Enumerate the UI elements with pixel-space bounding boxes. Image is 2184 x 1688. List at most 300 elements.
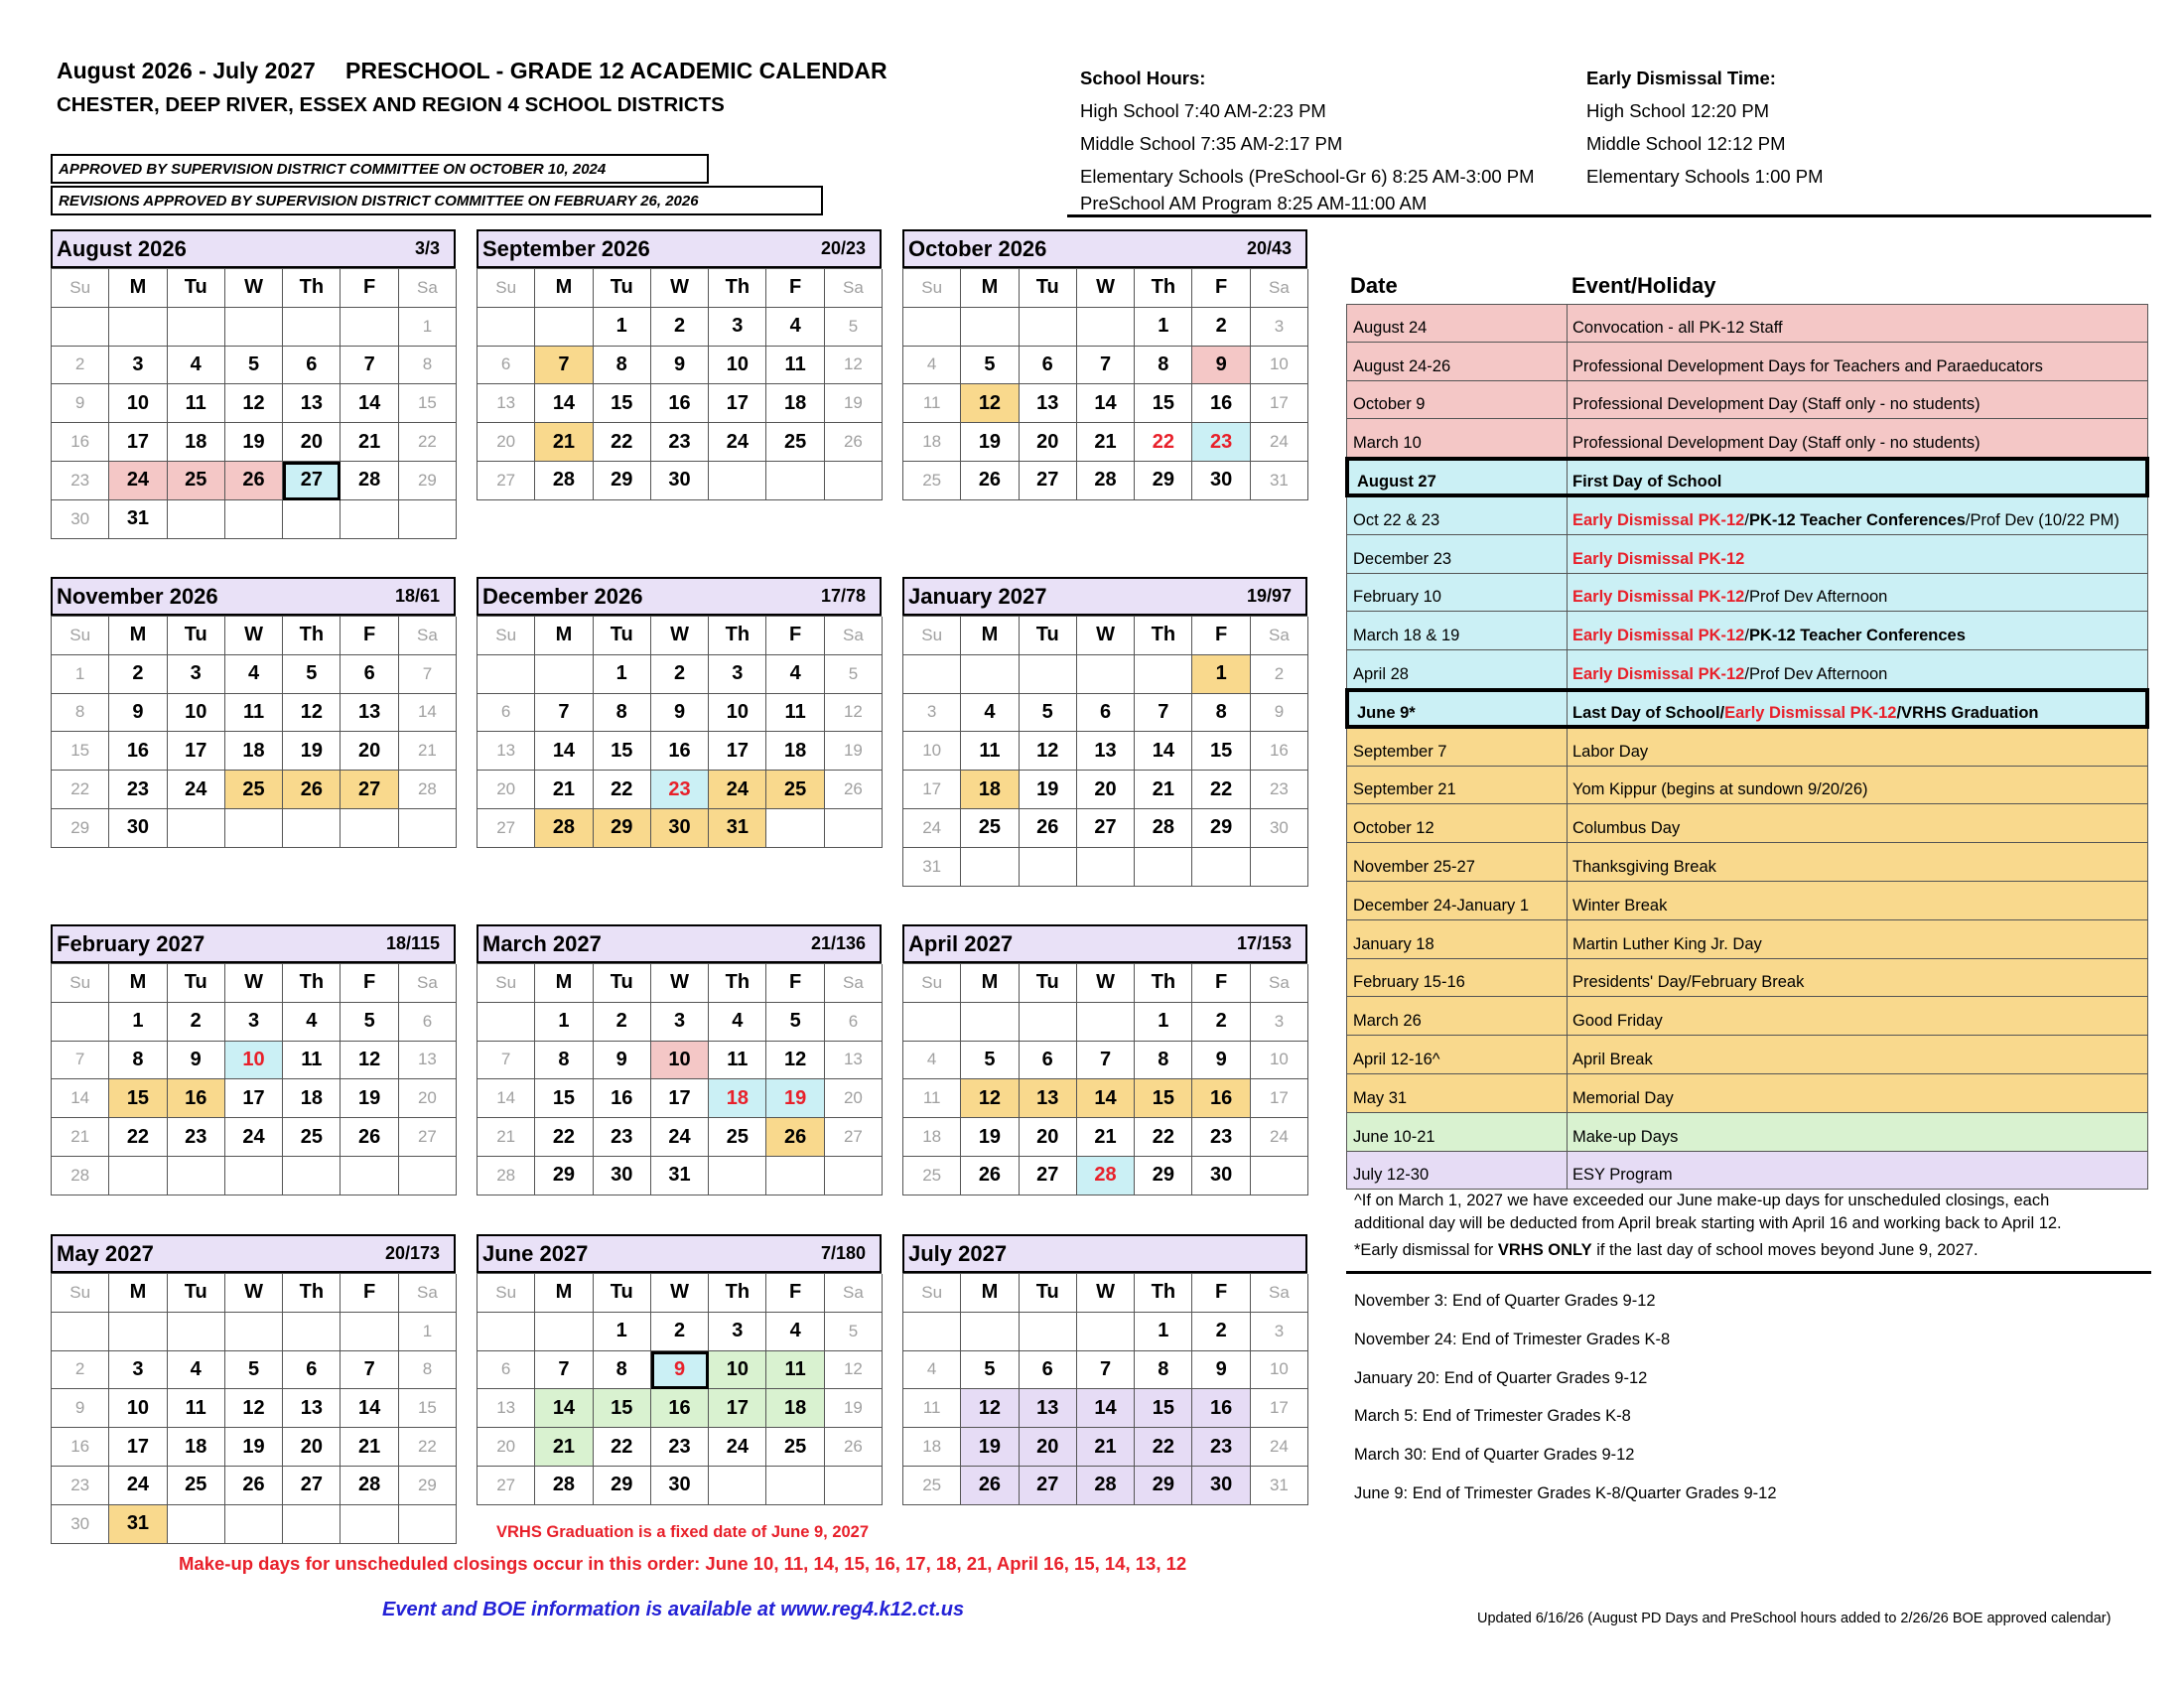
day-cell: 16 bbox=[109, 732, 167, 771]
event-description bbox=[1568, 767, 2147, 804]
day-cell: 28 bbox=[399, 771, 457, 809]
event-text: Good Friday bbox=[1572, 1012, 1663, 1031]
day-cell: 8 bbox=[535, 1042, 593, 1080]
school-day-count: 20/173 bbox=[384, 1243, 440, 1263]
empty-cell bbox=[961, 1313, 1019, 1351]
day-cell: 30 bbox=[1192, 1467, 1250, 1505]
day-cell: 18 bbox=[961, 771, 1019, 809]
month-header bbox=[902, 229, 1307, 268]
day-cell: 2 bbox=[52, 1351, 109, 1390]
day-cell: 20 bbox=[283, 1428, 341, 1467]
day-cell: 17 bbox=[709, 1389, 766, 1428]
month-calendar bbox=[902, 1234, 1307, 1505]
day-cell: 10 bbox=[709, 694, 766, 733]
event-date: July 12-30 bbox=[1347, 1152, 1568, 1190]
day-cell: 10 bbox=[1251, 1042, 1308, 1080]
star-note-post: if the last day of school moves beyond June 9, 2027. bbox=[1591, 1241, 1979, 1259]
weekday-header: Su bbox=[903, 617, 961, 655]
day-cell: 23 bbox=[109, 771, 167, 809]
day-cell: 12 bbox=[825, 1351, 883, 1390]
day-cell: 3 bbox=[709, 1313, 766, 1351]
event-date: October 12 bbox=[1347, 804, 1568, 842]
caret-note-line: additional day will be deducted from April break starting with April 16 and working back to April 12. bbox=[1354, 1214, 2062, 1232]
weekday-header: Th bbox=[1135, 964, 1192, 1003]
day-cell: 9 bbox=[168, 1042, 225, 1080]
event-column-header: Event/Holiday bbox=[1571, 273, 1716, 298]
day-cell: 6 bbox=[478, 694, 535, 733]
day-cell: 18 bbox=[709, 1079, 766, 1118]
event-description bbox=[1568, 1074, 2147, 1112]
day-cell: 12 bbox=[341, 1042, 398, 1080]
day-cell: 20 bbox=[478, 1428, 535, 1467]
day-cell: 19 bbox=[961, 423, 1019, 462]
makeup-order-note: Make-up days for unscheduled closings occur in this order: June 10, 11, 14, 15, 16, 17, 18, 21, April 16, 15, 14, 13, 12 bbox=[179, 1553, 1187, 1574]
day-cell: 29 bbox=[1135, 462, 1192, 500]
day-cell: 1 bbox=[399, 308, 457, 347]
event-description bbox=[1568, 843, 2147, 881]
weekday-header: Th bbox=[1135, 269, 1192, 308]
empty-cell bbox=[903, 1003, 961, 1042]
month-name: July 2027 bbox=[908, 1240, 1008, 1266]
day-cell: 19 bbox=[341, 1079, 398, 1118]
day-cell: 31 bbox=[109, 500, 167, 539]
month-grid bbox=[902, 1273, 1307, 1505]
day-cell: 29 bbox=[535, 1157, 593, 1196]
day-cell: 7 bbox=[1135, 694, 1192, 733]
day-cell: 9 bbox=[651, 694, 709, 733]
weekday-header: Su bbox=[903, 1274, 961, 1313]
day-cell: 10 bbox=[168, 694, 225, 733]
event-text: Early Dismissal PK-12 bbox=[1572, 510, 1745, 529]
event-row bbox=[1346, 767, 2148, 805]
day-cell: 17 bbox=[709, 384, 766, 423]
empty-cell bbox=[225, 1157, 283, 1196]
day-cell: 19 bbox=[225, 1428, 283, 1467]
day-cell: 11 bbox=[903, 1389, 961, 1428]
day-cell: 26 bbox=[341, 1118, 398, 1157]
day-cell: 5 bbox=[825, 308, 883, 347]
day-cell: 22 bbox=[594, 771, 651, 809]
day-cell: 19 bbox=[825, 1389, 883, 1428]
empty-cell bbox=[766, 1157, 824, 1196]
day-cell: 15 bbox=[1192, 732, 1250, 771]
event-description bbox=[1568, 1036, 2147, 1073]
notes-divider bbox=[1346, 1271, 2151, 1274]
day-cell: 14 bbox=[478, 1079, 535, 1118]
empty-cell bbox=[1077, 655, 1135, 694]
school-hours bbox=[1080, 62, 1535, 219]
day-cell: 17 bbox=[225, 1079, 283, 1118]
day-cell: 29 bbox=[399, 1467, 457, 1505]
day-cell: 24 bbox=[903, 809, 961, 848]
event-text: Professional Development Days for Teachers and Paraeducators bbox=[1572, 356, 2043, 375]
day-cell: 16 bbox=[1192, 1389, 1250, 1428]
day-cell: 7 bbox=[341, 1351, 398, 1390]
weekday-header: Sa bbox=[1251, 1274, 1308, 1313]
event-text: ESY Program bbox=[1572, 1166, 1673, 1185]
day-cell: 14 bbox=[1077, 1079, 1135, 1118]
day-cell: 26 bbox=[825, 1428, 883, 1467]
empty-cell bbox=[1077, 1003, 1135, 1042]
empty-cell bbox=[168, 1313, 225, 1351]
weekday-header: Sa bbox=[1251, 617, 1308, 655]
day-cell: 14 bbox=[1077, 384, 1135, 423]
event-row bbox=[1346, 882, 2148, 920]
day-cell: 3 bbox=[1251, 308, 1308, 347]
school-day-count: 18/115 bbox=[385, 933, 440, 953]
day-cell: 1 bbox=[594, 655, 651, 694]
day-cell: 23 bbox=[651, 423, 709, 462]
event-text: PK-12 Teacher Conferences bbox=[1748, 510, 1966, 529]
day-cell: 25 bbox=[961, 809, 1019, 848]
day-cell: 28 bbox=[52, 1157, 109, 1196]
day-cell: 18 bbox=[766, 384, 824, 423]
event-date: December 24-January 1 bbox=[1347, 882, 1568, 919]
day-cell: 26 bbox=[961, 1157, 1019, 1196]
day-cell: 22 bbox=[1192, 771, 1250, 809]
day-cell: 2 bbox=[651, 1313, 709, 1351]
day-cell: 13 bbox=[399, 1042, 457, 1080]
weekday-header: Tu bbox=[1020, 1274, 1077, 1313]
day-cell: 18 bbox=[903, 423, 961, 462]
weekday-header: Tu bbox=[168, 1274, 225, 1313]
day-cell: 1 bbox=[594, 308, 651, 347]
weekday-header: Tu bbox=[168, 617, 225, 655]
school-day-count: 19/97 bbox=[1246, 586, 1292, 606]
empty-cell bbox=[109, 1313, 167, 1351]
event-text: Convocation - all PK-12 Staff bbox=[1572, 318, 1783, 337]
day-cell: 16 bbox=[1251, 732, 1308, 771]
weekday-header: M bbox=[535, 964, 593, 1003]
weekday-header: F bbox=[1192, 964, 1250, 1003]
day-cell: 15 bbox=[109, 1079, 167, 1118]
month-grid bbox=[51, 268, 456, 539]
day-cell: 14 bbox=[341, 1389, 398, 1428]
month-name: May 2027 bbox=[57, 1240, 154, 1266]
day-cell: 28 bbox=[535, 462, 593, 500]
event-date: May 31 bbox=[1347, 1074, 1568, 1112]
month-calendar bbox=[477, 924, 882, 1196]
empty-cell bbox=[535, 655, 593, 694]
day-cell: 19 bbox=[1020, 771, 1077, 809]
day-cell: 18 bbox=[168, 1428, 225, 1467]
day-cell: 1 bbox=[399, 1313, 457, 1351]
day-cell: 30 bbox=[1251, 809, 1308, 848]
event-date: August 24 bbox=[1347, 305, 1568, 342]
day-cell: 15 bbox=[594, 732, 651, 771]
day-cell: 27 bbox=[478, 1467, 535, 1505]
weekday-header: Sa bbox=[825, 1274, 883, 1313]
weekday-header: F bbox=[766, 269, 824, 308]
day-cell: 11 bbox=[168, 1389, 225, 1428]
empty-cell bbox=[903, 1313, 961, 1351]
month-name: August 2026 bbox=[57, 235, 187, 261]
school-day-count: 21/136 bbox=[810, 933, 866, 953]
event-description bbox=[1568, 535, 2147, 573]
event-row bbox=[1346, 419, 2148, 458]
day-cell: 19 bbox=[766, 1079, 824, 1118]
day-cell: 24 bbox=[1251, 423, 1308, 462]
empty-cell bbox=[341, 1505, 398, 1544]
event-description bbox=[1568, 804, 2147, 842]
event-row bbox=[1346, 612, 2148, 650]
day-cell: 25 bbox=[168, 1467, 225, 1505]
day-cell: 17 bbox=[1251, 1389, 1308, 1428]
day-cell: 29 bbox=[1135, 1157, 1192, 1196]
event-text: Make-up Days bbox=[1572, 1127, 1679, 1146]
month-grid bbox=[51, 963, 456, 1196]
month-header bbox=[51, 577, 456, 616]
event-row bbox=[1346, 689, 2148, 728]
day-cell: 7 bbox=[1077, 1042, 1135, 1080]
day-cell: 18 bbox=[766, 732, 824, 771]
month-grid bbox=[477, 1273, 882, 1505]
weekday-header: Th bbox=[709, 964, 766, 1003]
weekday-header: M bbox=[109, 964, 167, 1003]
day-cell: 3 bbox=[109, 1351, 167, 1390]
event-date: January 18 bbox=[1347, 920, 1568, 958]
school-day-count: 3/3 bbox=[414, 238, 440, 258]
weekday-header: Sa bbox=[399, 269, 457, 308]
day-cell: 13 bbox=[478, 384, 535, 423]
day-cell: 25 bbox=[766, 423, 824, 462]
weekday-header: W bbox=[651, 269, 709, 308]
month-name: November 2026 bbox=[57, 583, 218, 609]
event-description bbox=[1568, 574, 2147, 612]
day-cell: 11 bbox=[225, 694, 283, 733]
day-cell: 18 bbox=[903, 1428, 961, 1467]
day-cell: 29 bbox=[52, 809, 109, 848]
weekday-header: W bbox=[1077, 964, 1135, 1003]
day-cell: 11 bbox=[903, 1079, 961, 1118]
empty-cell bbox=[961, 655, 1019, 694]
day-cell: 20 bbox=[283, 423, 341, 462]
month-grid bbox=[477, 268, 882, 500]
day-cell: 31 bbox=[109, 1505, 167, 1544]
day-cell: 29 bbox=[594, 462, 651, 500]
day-cell: 3 bbox=[109, 347, 167, 385]
day-cell: 4 bbox=[961, 694, 1019, 733]
day-cell: 23 bbox=[1192, 1428, 1250, 1467]
empty-cell bbox=[766, 462, 824, 500]
empty-cell bbox=[825, 1467, 883, 1505]
day-cell: 21 bbox=[399, 732, 457, 771]
empty-cell bbox=[283, 308, 341, 347]
day-cell: 9 bbox=[1192, 347, 1250, 385]
empty-cell bbox=[709, 1157, 766, 1196]
day-cell: 30 bbox=[651, 1467, 709, 1505]
revision-note: REVISIONS APPROVED BY SUPERVISION DISTRICT COMMITTEE ON FEBRUARY 26, 2026 bbox=[51, 186, 823, 215]
day-cell: 25 bbox=[168, 462, 225, 500]
day-cell: 24 bbox=[1251, 1118, 1308, 1157]
marking-period: November 24: End of Trimester Grades K-8 bbox=[1354, 1330, 1671, 1348]
day-cell: 2 bbox=[1192, 1313, 1250, 1351]
day-cell: 25 bbox=[903, 462, 961, 500]
weekday-header: Su bbox=[478, 269, 535, 308]
day-cell: 25 bbox=[903, 1157, 961, 1196]
weekday-header: M bbox=[535, 269, 593, 308]
day-cell: 20 bbox=[1020, 1118, 1077, 1157]
event-date: February 10 bbox=[1347, 574, 1568, 612]
empty-cell bbox=[535, 308, 593, 347]
empty-cell bbox=[283, 1157, 341, 1196]
event-date: March 18 & 19 bbox=[1347, 612, 1568, 649]
empty-cell bbox=[535, 1313, 593, 1351]
weekday-header: Su bbox=[903, 269, 961, 308]
weekday-header: M bbox=[961, 617, 1019, 655]
marking-period: June 9: End of Trimester Grades K-8/Quarter Grades 9-12 bbox=[1354, 1483, 1777, 1502]
empty-cell bbox=[1020, 848, 1077, 887]
day-cell: 3 bbox=[168, 655, 225, 694]
weekday-header: F bbox=[1192, 269, 1250, 308]
marking-periods bbox=[1354, 1282, 1777, 1513]
day-cell: 15 bbox=[399, 1389, 457, 1428]
empty-cell bbox=[283, 500, 341, 539]
weekday-header: Tu bbox=[594, 617, 651, 655]
event-text: Early Dismissal PK-12 bbox=[1724, 703, 1897, 722]
day-cell: 27 bbox=[478, 809, 535, 848]
day-cell: 1 bbox=[1192, 655, 1250, 694]
day-cell: 22 bbox=[594, 423, 651, 462]
day-cell: 10 bbox=[903, 732, 961, 771]
day-cell: 17 bbox=[109, 423, 167, 462]
caret-note-line: ^If on March 1, 2027 we have exceeded our June make-up days for unscheduled closings, each bbox=[1354, 1192, 2050, 1209]
empty-cell bbox=[341, 308, 398, 347]
event-date: October 9 bbox=[1347, 381, 1568, 419]
day-cell: 12 bbox=[825, 347, 883, 385]
weekday-header: Sa bbox=[825, 964, 883, 1003]
day-cell: 7 bbox=[478, 1042, 535, 1080]
school-hours-line: High School 7:40 AM-2:23 PM bbox=[1080, 100, 1326, 121]
empty-cell bbox=[283, 1505, 341, 1544]
school-day-count: 20/23 bbox=[820, 238, 866, 258]
empty-cell bbox=[709, 462, 766, 500]
day-cell: 24 bbox=[651, 1118, 709, 1157]
weekday-header: Tu bbox=[1020, 269, 1077, 308]
day-cell: 16 bbox=[52, 1428, 109, 1467]
day-cell: 16 bbox=[651, 732, 709, 771]
event-date: November 25-27 bbox=[1347, 843, 1568, 881]
info-link[interactable]: Event and BOE information is available at www.reg4.k12.ct.us bbox=[382, 1599, 965, 1620]
day-cell: 4 bbox=[225, 655, 283, 694]
event-description bbox=[1568, 305, 2147, 342]
day-cell: 26 bbox=[1020, 809, 1077, 848]
day-cell: 24 bbox=[109, 1467, 167, 1505]
weekday-header: Su bbox=[478, 617, 535, 655]
day-cell: 2 bbox=[1192, 308, 1250, 347]
day-cell: 16 bbox=[52, 423, 109, 462]
empty-cell bbox=[478, 655, 535, 694]
month-grid bbox=[51, 1273, 456, 1544]
month-grid bbox=[51, 616, 456, 848]
day-cell: 3 bbox=[1251, 1313, 1308, 1351]
day-cell: 19 bbox=[225, 423, 283, 462]
day-cell: 13 bbox=[478, 732, 535, 771]
school-day-count: 20/43 bbox=[1246, 238, 1292, 258]
day-cell: 21 bbox=[535, 423, 593, 462]
day-cell: 21 bbox=[1135, 771, 1192, 809]
day-cell: 1 bbox=[1135, 1003, 1192, 1042]
day-cell: 11 bbox=[903, 384, 961, 423]
month-name: September 2026 bbox=[482, 235, 650, 261]
day-cell: 22 bbox=[109, 1118, 167, 1157]
day-cell: 26 bbox=[225, 462, 283, 500]
day-cell: 10 bbox=[1251, 347, 1308, 385]
weekday-header: Su bbox=[478, 1274, 535, 1313]
weekday-header: Tu bbox=[1020, 617, 1077, 655]
month-header bbox=[477, 577, 882, 616]
weekday-header: Th bbox=[283, 1274, 341, 1313]
day-cell: 9 bbox=[52, 384, 109, 423]
day-cell: 23 bbox=[594, 1118, 651, 1157]
day-cell: 14 bbox=[1135, 732, 1192, 771]
month-grid bbox=[902, 268, 1307, 500]
event-text: Winter Break bbox=[1572, 896, 1668, 914]
day-cell: 17 bbox=[1251, 384, 1308, 423]
school-hours-line: Middle School 7:35 AM-2:17 PM bbox=[1080, 133, 1343, 154]
star-note bbox=[1354, 1239, 2062, 1262]
event-row bbox=[1346, 650, 2148, 689]
day-cell: 13 bbox=[1020, 384, 1077, 423]
month-calendar bbox=[51, 229, 456, 539]
events-table bbox=[1346, 268, 2148, 1190]
weekday-header: Sa bbox=[1251, 964, 1308, 1003]
day-cell: 19 bbox=[825, 384, 883, 423]
day-cell: 14 bbox=[1077, 1389, 1135, 1428]
event-text: Columbus Day bbox=[1572, 819, 1681, 838]
event-text: Presidents' Day/February Break bbox=[1572, 973, 1805, 992]
month-calendar bbox=[902, 924, 1307, 1196]
event-text: First Day of School bbox=[1572, 472, 1722, 491]
day-cell: 12 bbox=[961, 384, 1019, 423]
day-cell: 21 bbox=[1077, 423, 1135, 462]
day-cell: 14 bbox=[535, 384, 593, 423]
day-cell: 5 bbox=[766, 1003, 824, 1042]
day-cell: 7 bbox=[1077, 1351, 1135, 1390]
day-cell: 2 bbox=[1192, 1003, 1250, 1042]
star-note-bold: VRHS ONLY bbox=[1497, 1241, 1592, 1259]
day-cell: 13 bbox=[1020, 1079, 1077, 1118]
day-cell: 13 bbox=[478, 1389, 535, 1428]
day-cell: 16 bbox=[168, 1079, 225, 1118]
event-row bbox=[1346, 343, 2148, 381]
empty-cell bbox=[341, 500, 398, 539]
day-cell: 20 bbox=[1077, 771, 1135, 809]
day-cell: 8 bbox=[399, 347, 457, 385]
event-row bbox=[1346, 997, 2148, 1036]
day-cell: 9 bbox=[651, 1351, 709, 1390]
day-cell: 18 bbox=[283, 1079, 341, 1118]
empty-cell bbox=[825, 809, 883, 848]
day-cell: 20 bbox=[1020, 1428, 1077, 1467]
day-cell: 6 bbox=[283, 347, 341, 385]
day-cell: 1 bbox=[535, 1003, 593, 1042]
day-cell: 18 bbox=[766, 1389, 824, 1428]
day-cell: 22 bbox=[535, 1118, 593, 1157]
empty-cell bbox=[1077, 1313, 1135, 1351]
day-cell: 15 bbox=[594, 384, 651, 423]
weekday-header: M bbox=[109, 269, 167, 308]
weekday-header: W bbox=[651, 964, 709, 1003]
event-text: Early Dismissal PK-12 bbox=[1572, 549, 1745, 568]
empty-cell bbox=[478, 1003, 535, 1042]
date-column-header: Date bbox=[1350, 273, 1398, 298]
empty-cell bbox=[52, 1313, 109, 1351]
day-cell: 18 bbox=[903, 1118, 961, 1157]
day-cell: 24 bbox=[709, 1428, 766, 1467]
day-cell: 22 bbox=[52, 771, 109, 809]
day-cell: 3 bbox=[651, 1003, 709, 1042]
